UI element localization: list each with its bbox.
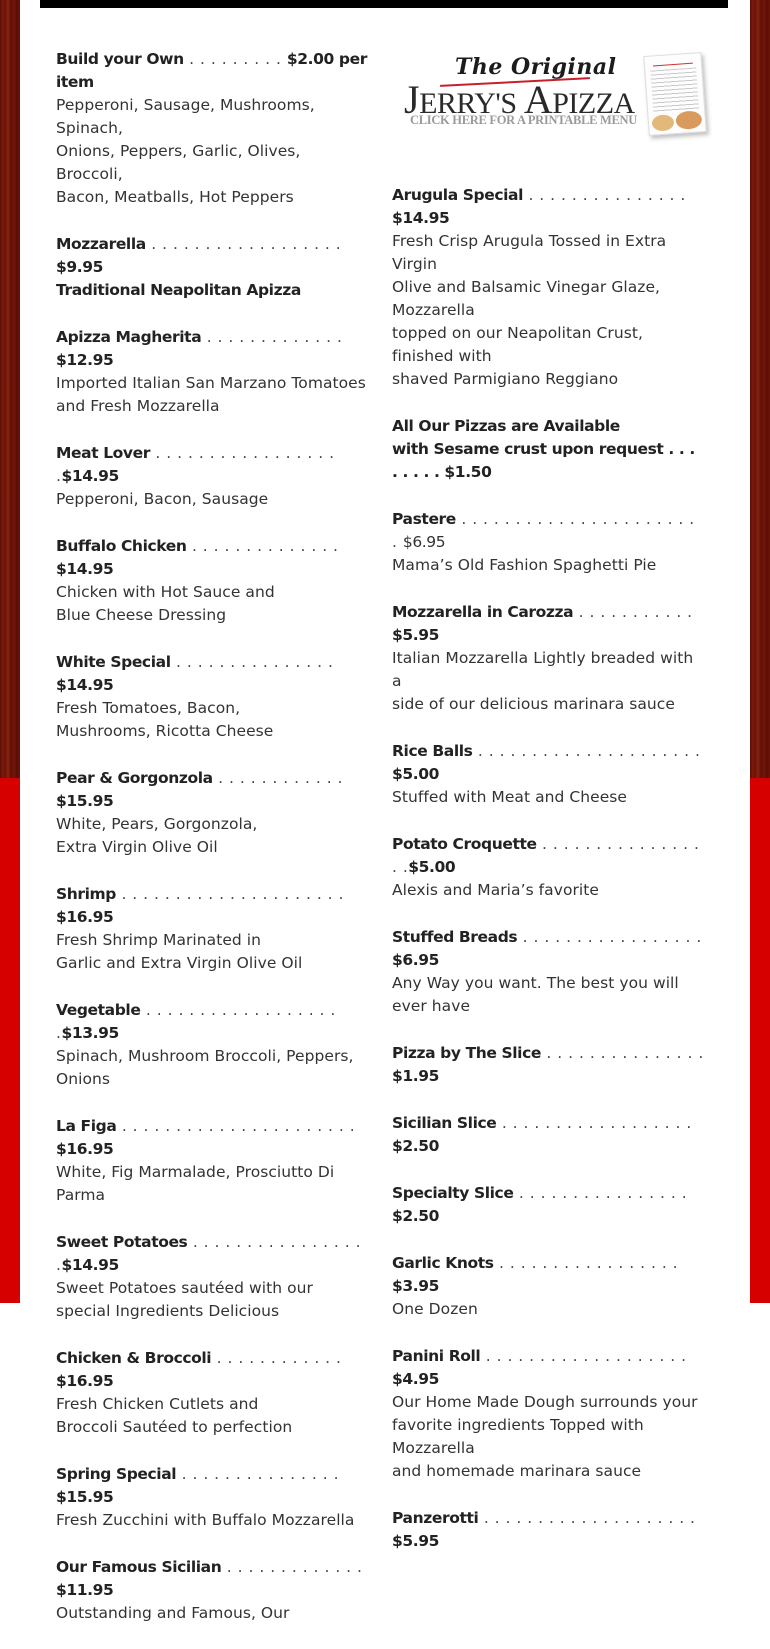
menu-item-title: La Figa (56, 1117, 117, 1135)
menu-item (56, 883, 371, 975)
menu-item (56, 1347, 371, 1439)
menu-item-price: $5.00 (408, 858, 456, 876)
menu-item-header (56, 1463, 371, 1509)
logo-brand-name: JERRY'S APIZZA (404, 77, 635, 122)
menu-item-price: $6.95 (402, 533, 446, 551)
leader-dots: . . . . . . . . . . . . (211, 1349, 342, 1367)
menu-item (392, 1252, 704, 1321)
menu-item-description: Fresh Tomatoes, Bacon, (56, 699, 241, 717)
menu-item-price: $14.95 (56, 560, 114, 578)
menu-item-price: $14.95 (392, 209, 450, 227)
menu-item-description: Any Way you want. The best you will ever have (392, 974, 679, 1015)
menu-item (56, 767, 371, 859)
menu-item-price: $5.95 (392, 626, 440, 644)
menu-item (392, 1507, 704, 1553)
menu-item-description: One Dozen (392, 1300, 478, 1318)
menu-item-price: $12.95 (56, 351, 114, 369)
menu-item-title: Pastere (392, 510, 456, 528)
menu-item-header (56, 1556, 371, 1602)
menu-item-price: $15.95 (56, 792, 114, 810)
menu-item (56, 1231, 371, 1323)
menu-item-title: Build your Own (56, 50, 184, 68)
menu-item-title: Pear & Gorgonzola (56, 769, 213, 787)
menu-item (392, 926, 704, 1018)
menu-item-description: Garlic and Extra Virgin Olive Oil (56, 954, 303, 972)
menu-item-title: Sicilian Slice (392, 1114, 497, 1132)
leader-dots: . . . . . . . . . . . . . (221, 1558, 363, 1576)
menu-item-description: Italian Mozzarella Lightly breaded with a (392, 649, 694, 690)
menu-item-price: $13.95 (61, 1024, 119, 1042)
leader-dots: . . . . . . . . . . . . . . . (176, 1465, 339, 1483)
leader-dots: . . . . . . . . . . . . (212, 769, 343, 787)
leader-dots: . . . . . . . . . . . . . . . . . (392, 835, 700, 876)
printable-menu-logo-link[interactable] (400, 50, 710, 142)
menu-item-header (56, 999, 371, 1045)
menu-item-header (56, 767, 371, 813)
menu-item-description: Stuffed with Meat and Cheese (392, 788, 627, 806)
menu-item-description: Pepperoni, Bacon, Sausage (56, 490, 269, 508)
menu-item (56, 999, 371, 1091)
menu-item-price: $9.95 (56, 258, 104, 276)
menu-item-title: Pizza by The Slice (392, 1044, 541, 1062)
menu-item-description: Broccoli Sautéed to perfection (56, 1418, 293, 1436)
menu-item-description: favorite ingredients Topped with Mozzarella (392, 1416, 644, 1457)
menu-item-title: Panini Roll (392, 1347, 481, 1365)
menu-item-price: $3.95 (392, 1277, 440, 1295)
leader-dots: . . . . . . . . . . . . . . . . . . . . (478, 1509, 696, 1527)
menu-item-price: $2.50 (392, 1137, 440, 1155)
menu-item-price: $2.50 (392, 1207, 440, 1225)
menu-item-header (392, 1042, 704, 1088)
leader-dots: . . . . . . . . . (183, 50, 287, 68)
menu-item-title: Stuffed Breads (392, 928, 518, 946)
menu-item-title: Our Famous Sicilian (56, 1558, 222, 1576)
top-black-bar (40, 0, 728, 8)
leader-dots: . . . . . . . . . . . (573, 603, 693, 621)
red-panel (0, 778, 20, 1303)
menu-item-description: White, Pears, Gorgonzola, (56, 815, 258, 833)
menu-item-description: Fresh Zucchini with Buffalo Mozzarella (56, 1511, 355, 1529)
leader-dots: . . . . . . . . . . . . . . . (170, 653, 334, 671)
note-line: All Our Pizzas are Available (392, 417, 620, 435)
menu-item-description: Outstanding and Famous, Our (56, 1604, 290, 1622)
leader-dots: . . . . . . . . . . . . . . . . . (493, 1254, 679, 1272)
menu-item-title: Spring Special (56, 1465, 177, 1483)
menu-item (392, 1182, 704, 1228)
menu-item-description: Imported Italian San Marzano Tomatoes (56, 374, 366, 392)
menu-item-price: $16.95 (56, 908, 114, 926)
menu-item-title: Chicken & Broccoli (56, 1349, 212, 1367)
menu-item-title: Apizza Magherita (56, 328, 202, 346)
menu-item-header (392, 926, 704, 972)
menu-item-title: Arugula Special (392, 186, 524, 204)
leader-dots: . . . . . . . . . . . . . . . . (513, 1184, 688, 1202)
menu-item-title: Meat Lover (56, 444, 150, 462)
menu-item-description: shaved Parmigiano Reggiano (392, 370, 619, 388)
leader-dots: . . . . . . . . . . . . . (201, 328, 343, 346)
leader-dots: . . . . . . . . . . . . . . . (523, 186, 686, 204)
leader-dots: . . . . . . . . . . . . . . . . . . (496, 1114, 692, 1132)
menu-item (56, 1556, 371, 1625)
menu-item-price: $16.95 (56, 1140, 114, 1158)
menu-item-header (392, 1112, 704, 1158)
menu-item-header (56, 651, 371, 697)
menu-item-title: Panzerotti (392, 1509, 479, 1527)
menu-item-description: Chicken with Hot Sauce and (56, 583, 275, 601)
leader-dots: . . . . . . . . . . . . . . . . . (517, 928, 702, 946)
leader-dots: . . . . . . . . . . . . . . . . . . . . . (472, 742, 701, 760)
menu-item-price: $1.95 (392, 1067, 440, 1085)
menu-item-title: Buffalo Chicken (56, 537, 187, 555)
menu-item-description: White, Fig Marmalade, Prosciutto Di Parma (56, 1163, 335, 1204)
menu-item-description: Blue Cheese Dressing (56, 606, 227, 624)
menu-item-price: $14.95 (61, 467, 119, 485)
left-side-border (0, 0, 20, 1303)
menu-item-price: $5.95 (392, 1532, 440, 1550)
menu-item (392, 508, 704, 577)
right-side-border (750, 0, 770, 1303)
menu-item-price: $11.95 (56, 1581, 114, 1599)
menu-item-price: $16.95 (56, 1372, 114, 1390)
menu-item-description: and Fresh Mozzarella (56, 397, 220, 415)
logo-tagline: The Original (455, 54, 617, 80)
menu-item-header (56, 1347, 371, 1393)
menu-item-header (392, 833, 704, 879)
leader-dots: . . . . . . . . . . . . . . . . . . . . . . (116, 1117, 356, 1135)
menu-item-header (392, 1507, 704, 1553)
menu-item (392, 184, 704, 391)
menu-item-header (56, 535, 371, 581)
menu-item (392, 1042, 704, 1088)
menu-item-description: Onions, Peppers, Garlic, Olives, Broccoli, (56, 142, 301, 183)
menu-item-header (392, 740, 704, 786)
leader-dots: . . . . . . . . . . . . . . . . . . . . . . . (392, 510, 695, 551)
menu-item-header (392, 1182, 704, 1228)
menu-item-price: $2.00 per item (56, 50, 367, 91)
menu-item-title: White Special (56, 653, 171, 671)
menu-item-header (56, 1231, 371, 1277)
menu-item (56, 535, 371, 627)
leader-dots: . . . . . . . . . . . . . . . . . . (56, 444, 335, 485)
menu-item-title: Specialty Slice (392, 1184, 514, 1202)
menu-item (56, 442, 371, 511)
menu-item (56, 233, 371, 302)
menu-item-description: Our Home Made Dough surrounds your (392, 1393, 698, 1411)
menu-item-title: Garlic Knots (392, 1254, 494, 1272)
menu-item-description: Spinach, Mushroom Broccoli, Peppers, Onions (56, 1047, 354, 1088)
leader-dots: . . . . . . . . . . . . . . (186, 537, 339, 555)
menu-item-title: Sweet Potatoes (56, 1233, 188, 1251)
menu-item-description: topped on our Neapolitan Crust, finished with (392, 324, 643, 365)
leader-dots: . . . . . . . . . . . . . . . (540, 1044, 704, 1062)
red-panel (750, 778, 770, 1303)
menu-item-header (56, 1115, 371, 1161)
menu-item-description: Sweet Potatoes sautéed with our (56, 1279, 313, 1297)
menu-item-title: Shrimp (56, 885, 117, 903)
leader-dots: . . . . . . . . . . . . . . . . . . (145, 235, 342, 253)
menu-thumbnail-icon (643, 52, 706, 136)
menu-item-description: Fresh Chicken Cutlets and (56, 1395, 259, 1413)
menu-item-header (392, 508, 704, 554)
menu-item-header (56, 442, 371, 488)
menu-item-description: Alexis and Maria’s favorite (392, 881, 599, 899)
menu-item-header (56, 233, 371, 279)
menu-item-description: Bacon, Meatballs, Hot Peppers (56, 188, 294, 206)
menu-item-description: special Ingredients Delicious (56, 1302, 280, 1320)
leader-dots: . . . . . . . . . . . . . . . . . . . . . (116, 885, 344, 903)
menu-item-title: Mozzarella (56, 235, 146, 253)
menu-item-title: Vegetable (56, 1001, 141, 1019)
menu-item-header (392, 601, 704, 647)
note-line: with Sesame crust upon request . . . . . . . . $1.50 (392, 440, 695, 481)
menu-item-description: Olive and Balsamic Vinegar Glaze, Mozzarella (392, 278, 661, 319)
menu-item (392, 1112, 704, 1158)
menu-item-price: $4.95 (392, 1370, 440, 1388)
menu-item (56, 326, 371, 418)
menu-item-header (56, 48, 371, 94)
menu-item-header (56, 883, 371, 929)
menu-item (392, 1345, 704, 1483)
menu-item-description: Extra Virgin Olive Oil (56, 838, 218, 856)
menu-item-description: side of our delicious marinara sauce (392, 695, 675, 713)
menu-item-price: $14.95 (56, 676, 114, 694)
menu-item-price: $5.00 (392, 765, 440, 783)
menu-item-description: and homemade marinara sauce (392, 1462, 642, 1480)
menu-item (392, 740, 704, 809)
menu-item-header (56, 326, 371, 372)
wood-grain-panel (0, 0, 20, 778)
menu-item-description: Pepperoni, Sausage, Mushrooms, Spinach, (56, 96, 315, 137)
menu-item (56, 1115, 371, 1207)
menu-item-description: Fresh Shrimp Marinated in (56, 931, 262, 949)
menu-item-title: Potato Croquette (392, 835, 537, 853)
menu-item-header (392, 1345, 704, 1391)
menu-column-right (392, 184, 704, 1577)
menu-item (56, 1463, 371, 1532)
menu-item-price: $14.95 (61, 1256, 119, 1274)
menu-item-price: $15.95 (56, 1488, 114, 1506)
menu-item-price: $6.95 (392, 951, 440, 969)
menu-item (56, 48, 371, 209)
printable-menu-cta: CLICK HERE FOR A PRINTABLE MENU (410, 113, 637, 127)
leader-dots: . . . . . . . . . . . . . . . . . . . (56, 1001, 336, 1042)
menu-item (56, 651, 371, 743)
leader-dots: . . . . . . . . . . . . . . . . . . . (480, 1347, 687, 1365)
menu-column-left (56, 48, 371, 1649)
menu-item-header (392, 184, 704, 230)
menu-item-description: Mushrooms, Ricotta Cheese (56, 722, 274, 740)
menu-item-title: Rice Balls (392, 742, 473, 760)
sesame-crust-note (392, 415, 704, 484)
menu-item (392, 833, 704, 902)
menu-item-title: Mozzarella in Carozza (392, 603, 574, 621)
menu-item-description: Mama’s Old Fashion Spaghetti Pie (392, 556, 657, 574)
menu-item-subtitle: Traditional Neapolitan Apizza (56, 281, 301, 299)
menu-item (392, 601, 704, 716)
leader-dots: . . . . . . . . . . . . . . . . . (56, 1233, 362, 1274)
wood-grain-panel (750, 0, 770, 778)
menu-item-description: Fresh Crisp Arugula Tossed in Extra Virgin (392, 232, 667, 273)
menu-item-header (392, 1252, 704, 1298)
